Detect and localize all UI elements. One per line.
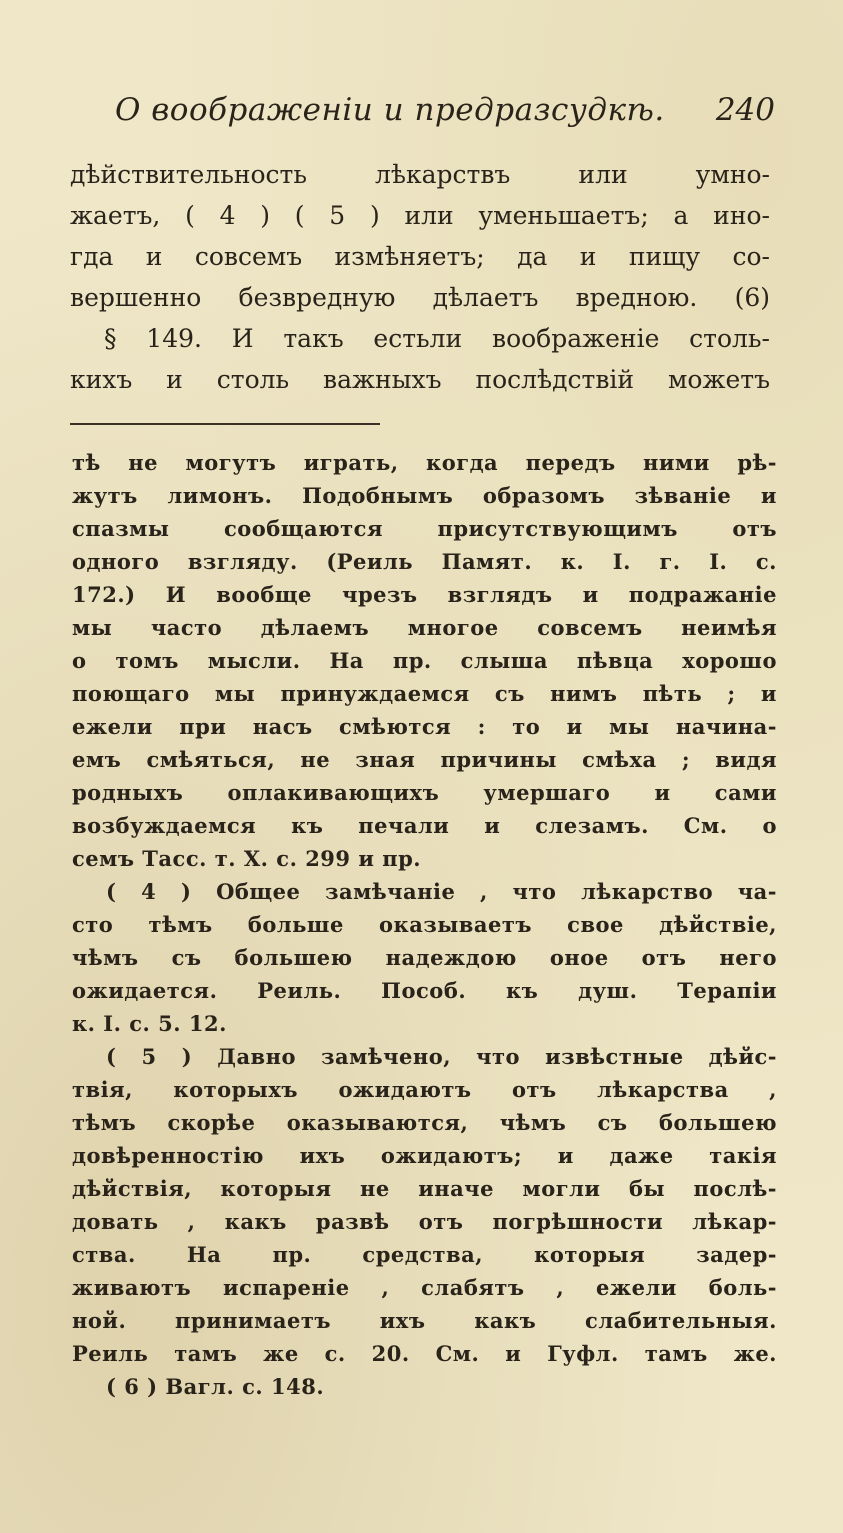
footnote-line: семъ Тасс. т. X. с. 299 и пр. [72, 846, 422, 871]
footnote-line: ( 5 ) Давно замѣчено, что извѣстные дѣйс- [106, 1044, 777, 1069]
footnote-line: чѣмъ съ большею надеждою оное отъ него [72, 945, 777, 970]
main-line: гда и совсемъ измѣняетъ; да и пищу со- [70, 242, 770, 271]
main-line: жаетъ, ( 4 ) ( 5 ) или уменьшаетъ; а ино- [70, 201, 770, 230]
footnote-line: ежели при насъ смѣются : то и мы начина- [72, 714, 777, 739]
footnote-line: сто тѣмъ больше оказываетъ свое дѣйствiе, [72, 912, 777, 937]
footnote-line: ства. На пр. средства, которыя задер- [72, 1242, 777, 1267]
footnote-line: к. I. с. 5. 12. [72, 1011, 227, 1036]
footnote-line: жутъ лимонъ. Подобнымъ образомъ зѣванiе и [72, 483, 777, 508]
running-title: О воображенiи и предразсудкѣ. [115, 92, 665, 128]
main-line: вершенно безвредную дѣлаетъ вредною. (6) [70, 283, 770, 312]
footnote-line: возбуждаемся къ печали и слезамъ. См. о [72, 813, 777, 838]
footnote-line: тѣ не могутъ играть, когда передъ ними рѣ- [72, 450, 777, 475]
footnote-line: живаютъ испаренiе , слабятъ , ежели боль- [72, 1275, 777, 1300]
footnote-line: 172.) И вообще чрезъ взглядъ и подражанiе [72, 582, 777, 607]
main-line: кихъ и столь важныхъ послѣдствiй можетъ [70, 365, 770, 394]
footnote-line: мы часто дѣлаемъ многое совсемъ неимѣя [72, 615, 777, 640]
footnote-line: ной. принимаетъ ихъ какъ слабительныя. [72, 1308, 777, 1333]
page-number: 240 [715, 92, 775, 128]
running-header [115, 92, 775, 144]
footnote-line: твiя, которыхъ ожидаютъ отъ лѣкарства , [72, 1077, 777, 1102]
footnote-line: ожидается. Реиль. Пособ. къ душ. Терапiи [72, 978, 777, 1003]
footnote-line: одного взгляду. (Реиль Памят. к. I. г. I. с. [72, 549, 777, 574]
footnote-line: тѣмъ скорѣе оказываются, чѣмъ съ большею [72, 1110, 777, 1135]
footnote-line: родныхъ оплакивающихъ умершаго и сами [72, 780, 777, 805]
footnote-line: довать , какъ развѣ отъ погрѣшности лѣкар- [72, 1209, 777, 1234]
footnote-line: поющаго мы принуждаемся съ нимъ пѣть ; и [72, 681, 777, 706]
footnote-line: Реиль тамъ же с. 20. См. и Гуфл. тамъ же. [72, 1341, 777, 1366]
footnote-line: дѣйствiя, которыя не иначе могли бы послѣ- [72, 1176, 777, 1201]
footnote-line: ( 6 ) Вагл. с. 148. [106, 1374, 325, 1399]
footnote-line: емъ смѣяться, не зная причины смѣха ; видя [72, 747, 777, 772]
footnote-line: довѣренностiю ихъ ожидаютъ; и даже такiя [72, 1143, 777, 1168]
main-line: дѣйствительность лѣкарствъ или умно- [70, 160, 770, 189]
footnote-rule [70, 423, 380, 425]
footnote-line: о томъ мысли. На пр. слыша пѣвца хорошо [72, 648, 777, 673]
footnote-line: спазмы сообщаются присутствующимъ отъ [72, 516, 777, 541]
footnote-line: ( 4 ) Общее замѣчанiе , что лѣкарство ча- [106, 879, 777, 904]
main-line: § 149. И такъ естьли воображенiе столь- [104, 324, 770, 353]
